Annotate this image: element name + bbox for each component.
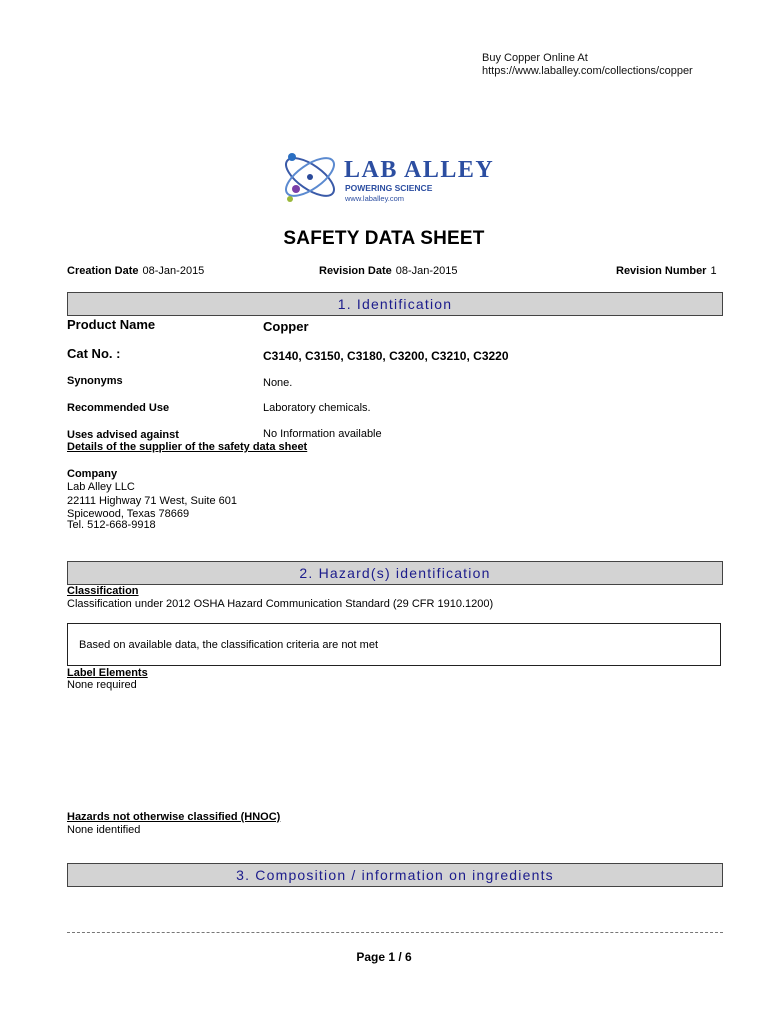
classification-text: Classification under 2012 OSHA Hazard Communication Standard (29 CFR 1910.1200) xyxy=(67,598,494,610)
header-note xyxy=(482,52,693,78)
uses-advised-against-value: No Information available xyxy=(263,428,382,440)
revision-number-label: Revision Number xyxy=(616,265,707,277)
product-name-value: Copper xyxy=(263,319,309,334)
logo-name: LAB ALLEY xyxy=(344,157,495,183)
revision-date xyxy=(319,265,458,277)
header-note-url: https://www.laballey.com/collections/copper xyxy=(482,65,693,77)
synonyms-value: None. xyxy=(263,377,293,389)
revision-date-value: 08-Jan-2015 xyxy=(395,265,458,277)
synonyms-label: Synonyms xyxy=(67,375,123,387)
hnoc-heading: Hazards not otherwise classified (HNOC) xyxy=(67,811,281,823)
page-title: SAFETY DATA SHEET xyxy=(283,228,485,249)
classification-box-text: Based on available data, the classification criteria are not met xyxy=(79,639,378,651)
section-2-header: 2. Hazard(s) identification xyxy=(67,561,723,585)
company-line: Spicewood, Texas 78669 xyxy=(67,508,190,520)
product-name-label: Product Name xyxy=(67,317,156,332)
company-line: Tel. 512-668-9918 xyxy=(67,518,156,531)
cat-no-label: Cat No. : xyxy=(67,346,121,361)
footer-divider xyxy=(67,932,723,933)
section-3-header: 3. Composition / information on ingredients xyxy=(67,863,723,887)
supplier-heading: Details of the supplier of the safety data sheet xyxy=(67,441,308,453)
logo-url: www.laballey.com xyxy=(345,194,405,203)
page-number: Page 1 / 6 xyxy=(356,950,412,964)
creation-date-label: Creation Date xyxy=(67,265,139,277)
cat-no-value: C3140, C3150, C3180, C3200, C3210, C3220 xyxy=(263,349,509,363)
recommended-use-value: Laboratory chemicals. xyxy=(263,402,371,414)
header-note-line1: Buy Copper Online At xyxy=(482,52,588,64)
classification-box xyxy=(67,623,721,666)
company-label: Company xyxy=(67,468,118,480)
label-elements-heading: Label Elements xyxy=(67,667,148,679)
recommended-use-label: Recommended Use xyxy=(67,402,170,414)
classification-heading: Classification xyxy=(67,585,139,597)
company-line: 22111 Highway 71 West, Suite 601 xyxy=(67,494,237,507)
creation-date xyxy=(67,265,204,277)
label-elements-text: None required xyxy=(67,679,137,691)
company-line: Lab Alley LLC xyxy=(67,481,135,493)
logo-tagline: POWERING SCIENCE xyxy=(345,183,433,193)
creation-date-value: 08-Jan-2015 xyxy=(142,265,205,277)
section-1-header: 1. Identification xyxy=(67,292,723,316)
lab-alley-logo xyxy=(278,143,510,213)
revision-date-label: Revision Date xyxy=(319,265,392,277)
atom-logo-icon xyxy=(278,143,510,213)
company-address xyxy=(67,481,237,532)
hnoc-text: None identified xyxy=(67,824,141,836)
revision-number-value: 1 xyxy=(710,265,717,277)
uses-advised-against-label: Uses advised against xyxy=(67,429,179,441)
revision-number xyxy=(616,265,717,277)
